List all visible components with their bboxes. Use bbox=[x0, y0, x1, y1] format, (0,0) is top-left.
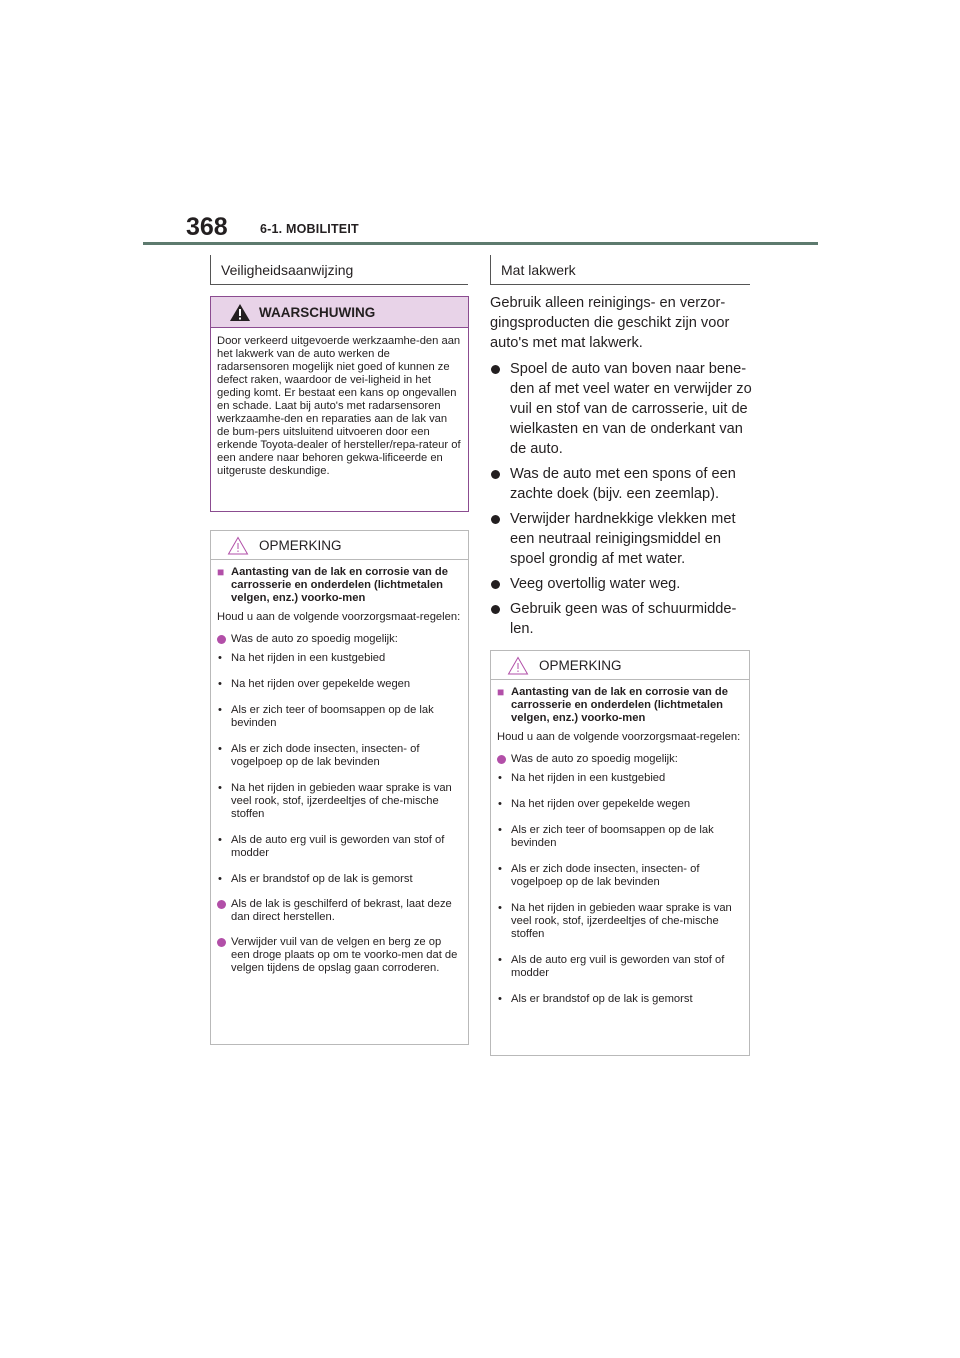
bullet-dot-icon bbox=[491, 470, 500, 479]
bullet-dot-icon bbox=[491, 580, 500, 589]
warning-triangle-icon bbox=[229, 303, 251, 327]
note-point: Als de lak is geschilferd of bekrast, laat deze dan direct herstellen. bbox=[217, 898, 462, 924]
warning-text: Door verkeerd uitgevoerde werkzaamhe-den aan het lakwerk van de auto werken de radarsensoren mogelijk niet goed of kunnen ze defect raken, waardoor de vei-ligheid in het geding komt. Er bestaat een kans op ongevallen en schade. Laat bij auto's met radarsensoren werkzaamhe-den en reparaties aan de lak van de bum-pers uitsluitend uitvoeren door een erkende Toyota-dealer of hersteller/repa-rateur of een andere naar behoren gekwa-lificeerde en uitgeruste deskundige. bbox=[217, 335, 461, 477]
note-intro: Houd u aan de volgende voorzorgsmaat-regelen: bbox=[497, 731, 741, 743]
note-header bbox=[211, 531, 468, 560]
note-subtitle: ■ Aantasting van de lak en corrosie van de carrosserie en onderdelen (lichtmetalen velgen, enz.) voorko-men bbox=[217, 565, 448, 604]
section-title: 6-1. MOBILITEIT bbox=[260, 222, 359, 236]
matte-paint-instructions bbox=[490, 293, 752, 639]
list-item: • Als er brandstof op de lak is gemorst bbox=[218, 873, 413, 885]
list-item: Was de auto met een spons of een zachte doek (bijv. een zeemlap). bbox=[490, 464, 752, 504]
bullet-dot-icon bbox=[491, 605, 500, 614]
list-item: Gebruik geen was of schuurmidde-len. bbox=[490, 599, 752, 639]
circle-bullet-icon bbox=[217, 938, 226, 947]
note-intro: Houd u aan de volgende voorzorgsmaat-regelen: bbox=[217, 611, 461, 623]
note-point: Was de auto zo spoedig mogelijk: bbox=[497, 753, 743, 766]
list-item: Verwijder hardnekkige vlekken met een neutraal reinigingsmiddel en spoel grondig af met water. bbox=[490, 509, 752, 569]
header-rule bbox=[143, 242, 818, 245]
matte-paint-intro: Gebruik alleen reinigings- en verzor-gingsproducten die geschikt zijn voor auto's met mat lakwerk. bbox=[490, 295, 730, 351]
warning-header bbox=[211, 297, 468, 328]
list-item: • Na het rijden in een kustgebied bbox=[218, 652, 386, 664]
note-box-left bbox=[210, 530, 469, 1045]
list-item: • Na het rijden over gepekelde wegen bbox=[498, 798, 691, 810]
bullet-dot-icon bbox=[491, 515, 500, 524]
note-point: Verwijder vuil van de velgen en berg ze op een droge plaats op om te voorko-men dat de velgen tijdens de opslag gaan corroderen. bbox=[217, 936, 462, 975]
circle-bullet-icon bbox=[217, 900, 226, 909]
list-item: • Als er zich teer of boomsappen op de lak bevinden bbox=[218, 704, 434, 729]
circle-bullet-icon bbox=[497, 755, 506, 764]
list-item: • Als er zich dode insecten, insecten- of vogelpoep op de lak bevinden bbox=[498, 863, 700, 888]
note-header bbox=[491, 651, 749, 680]
safety-heading: Veiligheidsaanwijzing bbox=[210, 255, 468, 285]
square-bullet-icon: ■ bbox=[217, 565, 225, 579]
list-item: • Na het rijden in gebieden waar sprake is van veel rook, stof, ijzerdeeltjes of che-mische stoffen bbox=[498, 902, 732, 940]
list-item: Spoel de auto van boven naar bene-den af met veel water en verwijder zo vuil en stof van de carrosserie, uit de wielkasten en van de onderkant van de auto. bbox=[490, 359, 752, 459]
note-subtitle: ■ Aantasting van de lak en corrosie van de carrosserie en onderdelen (lichtmetalen velgen, enz.) voorko-men bbox=[497, 685, 728, 724]
square-bullet-icon: ■ bbox=[497, 685, 505, 699]
list-item: • Als er zich dode insecten, insecten- of vogelpoep op de lak bevinden bbox=[218, 743, 420, 768]
warning-box bbox=[210, 296, 469, 512]
list-item: • Als er brandstof op de lak is gemorst bbox=[498, 993, 693, 1005]
caution-triangle-icon bbox=[227, 536, 249, 560]
note-box-right bbox=[490, 650, 750, 1056]
note-point: Was de auto zo spoedig mogelijk: bbox=[217, 633, 462, 646]
bullet-dot-icon bbox=[491, 365, 500, 374]
warning-title: WAARSCHUWING bbox=[259, 305, 376, 320]
list-item: • Na het rijden in een kustgebied bbox=[498, 772, 666, 784]
circle-bullet-icon bbox=[217, 635, 226, 644]
page-number: 368 bbox=[186, 213, 228, 241]
note-title: OPMERKING bbox=[539, 658, 622, 673]
matte-paint-heading: Mat lakwerk bbox=[490, 255, 750, 285]
list-item: Veeg overtollig water weg. bbox=[490, 574, 752, 594]
list-item: • Na het rijden in gebieden waar sprake is van veel rook, stof, ijzerdeeltjes of che-mische stoffen bbox=[218, 782, 452, 820]
list-item: • Als er zich teer of boomsappen op de lak bevinden bbox=[498, 824, 714, 849]
note-title: OPMERKING bbox=[259, 538, 342, 553]
caution-triangle-icon bbox=[507, 656, 529, 680]
list-item: • Als de auto erg vuil is geworden van stof of modder bbox=[218, 834, 445, 859]
list-item: • Als de auto erg vuil is geworden van stof of modder bbox=[498, 954, 725, 979]
list-item: • Na het rijden over gepekelde wegen bbox=[218, 678, 411, 690]
